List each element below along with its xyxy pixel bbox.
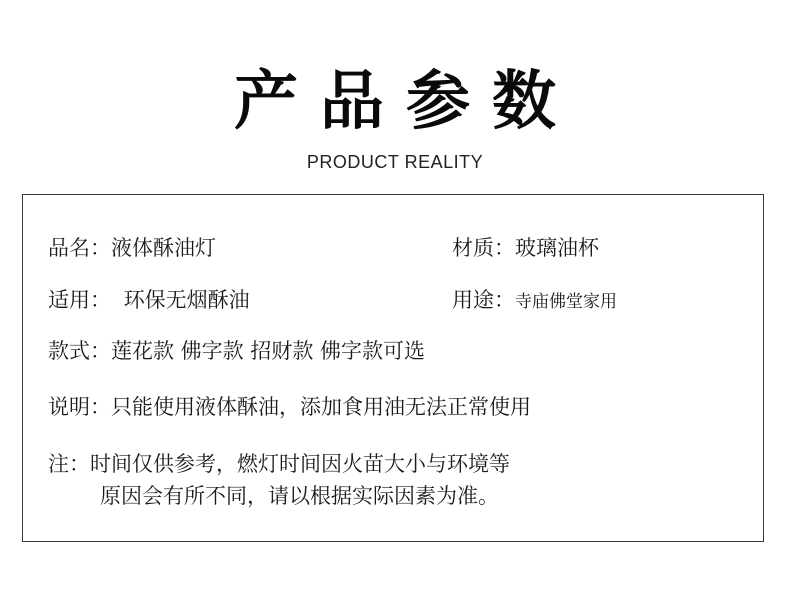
note-line-1: 时间仅供参考，燃灯时间因火苗大小与环境等 [90,452,510,476]
usage-label: 用途： [452,288,515,312]
name-value: 液体酥油灯 [111,236,216,260]
usage-row [452,286,617,316]
style-value: 莲花款 佛字款 招财款 佛字款可选 [111,339,426,363]
name-label: 品名： [48,236,111,260]
page-subtitle: PRODUCT REALITY [306,152,484,172]
name-row [48,234,216,262]
material-label: 材质： [452,236,515,260]
desc-value: 只能使用液体酥油，添加食用油无法正常使用 [111,395,531,419]
material-value: 玻璃油杯 [515,236,599,260]
fit-row [48,286,250,314]
fit-label: 适用： [48,288,111,312]
material-row [452,234,599,262]
style-label: 款式： [48,339,111,363]
desc-row [48,393,531,421]
note-line-2: 原因会有所不同，请以根据实际因素为准。 [100,484,499,508]
desc-label: 说明： [48,395,111,419]
style-row [48,337,425,365]
page-title: 产品参数 [234,64,578,139]
note-label: 注： [48,452,90,476]
note-row [48,450,510,478]
fit-value: 环保无烟酥油 [123,288,250,312]
usage-value: 寺庙佛堂家用 [515,292,617,312]
